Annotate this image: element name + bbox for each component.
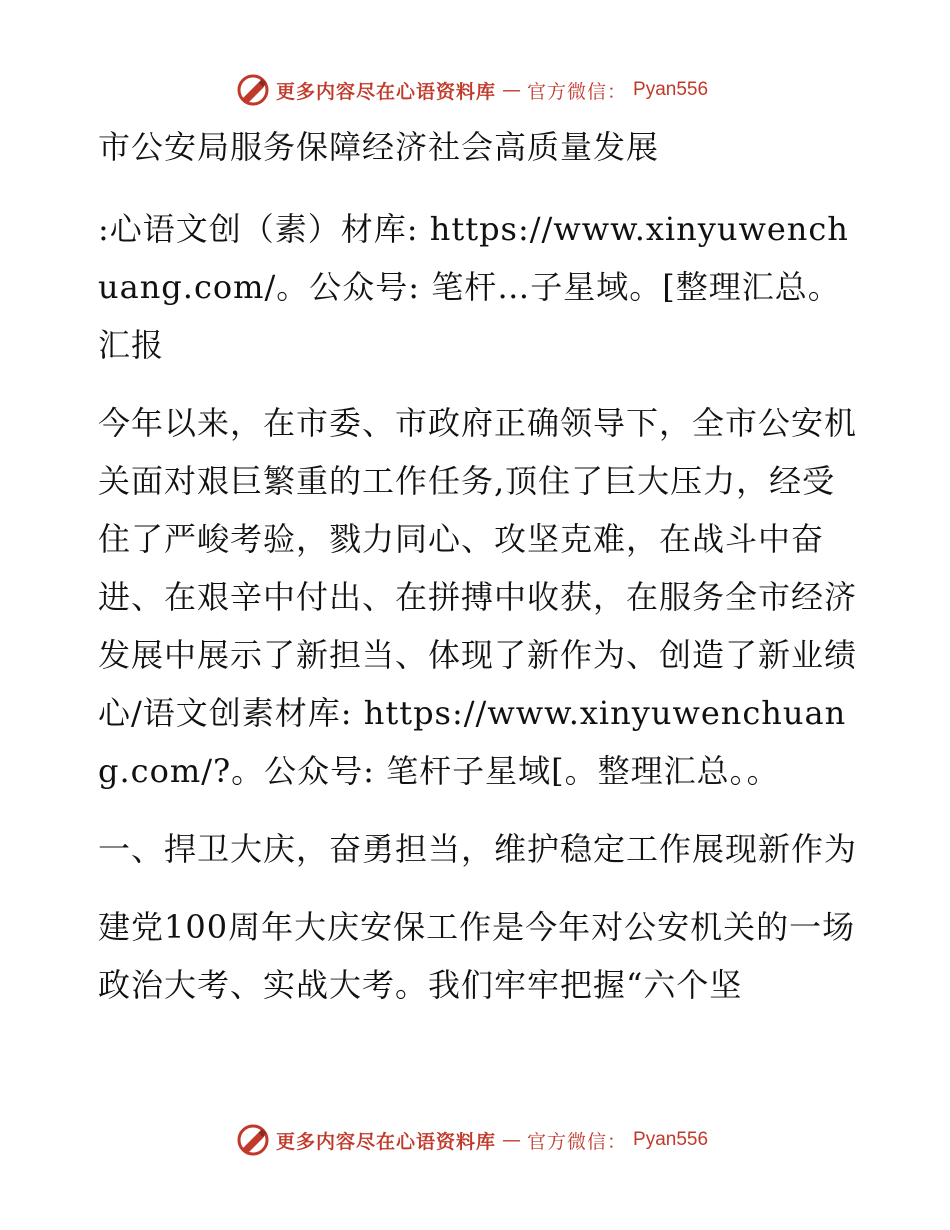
banner-wechat-id: Pyan556 <box>633 1129 709 1150</box>
logo-icon <box>236 73 270 107</box>
banner-text: 更多内容尽在心语资料库 <box>276 80 497 103</box>
paragraph-section-1: 建党100周年大庆安保工作是今年对公安机关的一场政治大考、实战大考。我们牢牢把握“六个坚 <box>98 908 856 1004</box>
logo-icon <box>236 1123 270 1157</box>
header-banner <box>236 70 716 110</box>
section-heading-1: 一、捍卫大庆，奋勇担当，维护稳定工作展现新作为 <box>98 830 858 868</box>
banner-wechat-id: Pyan556 <box>633 79 709 100</box>
banner-text: 更多内容尽在心语资料库 <box>276 1130 497 1153</box>
banner-wechat-label: 官方微信： <box>527 80 628 103</box>
banner-wechat-label: 官方微信： <box>527 1130 628 1153</box>
footer-banner <box>236 1120 716 1160</box>
paragraph-source: :心语文创（素）材库: https://www.xinyuwenchuang.com/。公众号: 笔杆…子星域。[整理汇总。汇报 <box>98 210 849 364</box>
banner-dash: — <box>502 79 522 101</box>
document-title: 市公安局服务保障经济社会高质量发展 <box>98 128 660 166</box>
paragraph-intro: 今年以来，在市委、市政府正确领导下，全市公安机关面对艰巨繁重的工作任务,顶住了巨大压力，经受住了严峻考验，戮力同心、攻坚克难，在战斗中奋进、在艰辛中付出、在拼搏中收获，在服务全市经济发展中展示了新担当、体现了新作为、创造了新业绩心/语文创素材库: https://www.xinyuwenchuang.com/?。公众号: 笔杆子星域[。整理汇总。。 <box>98 404 858 790</box>
banner-dash: — <box>502 1129 522 1151</box>
document-body <box>98 118 858 1014</box>
